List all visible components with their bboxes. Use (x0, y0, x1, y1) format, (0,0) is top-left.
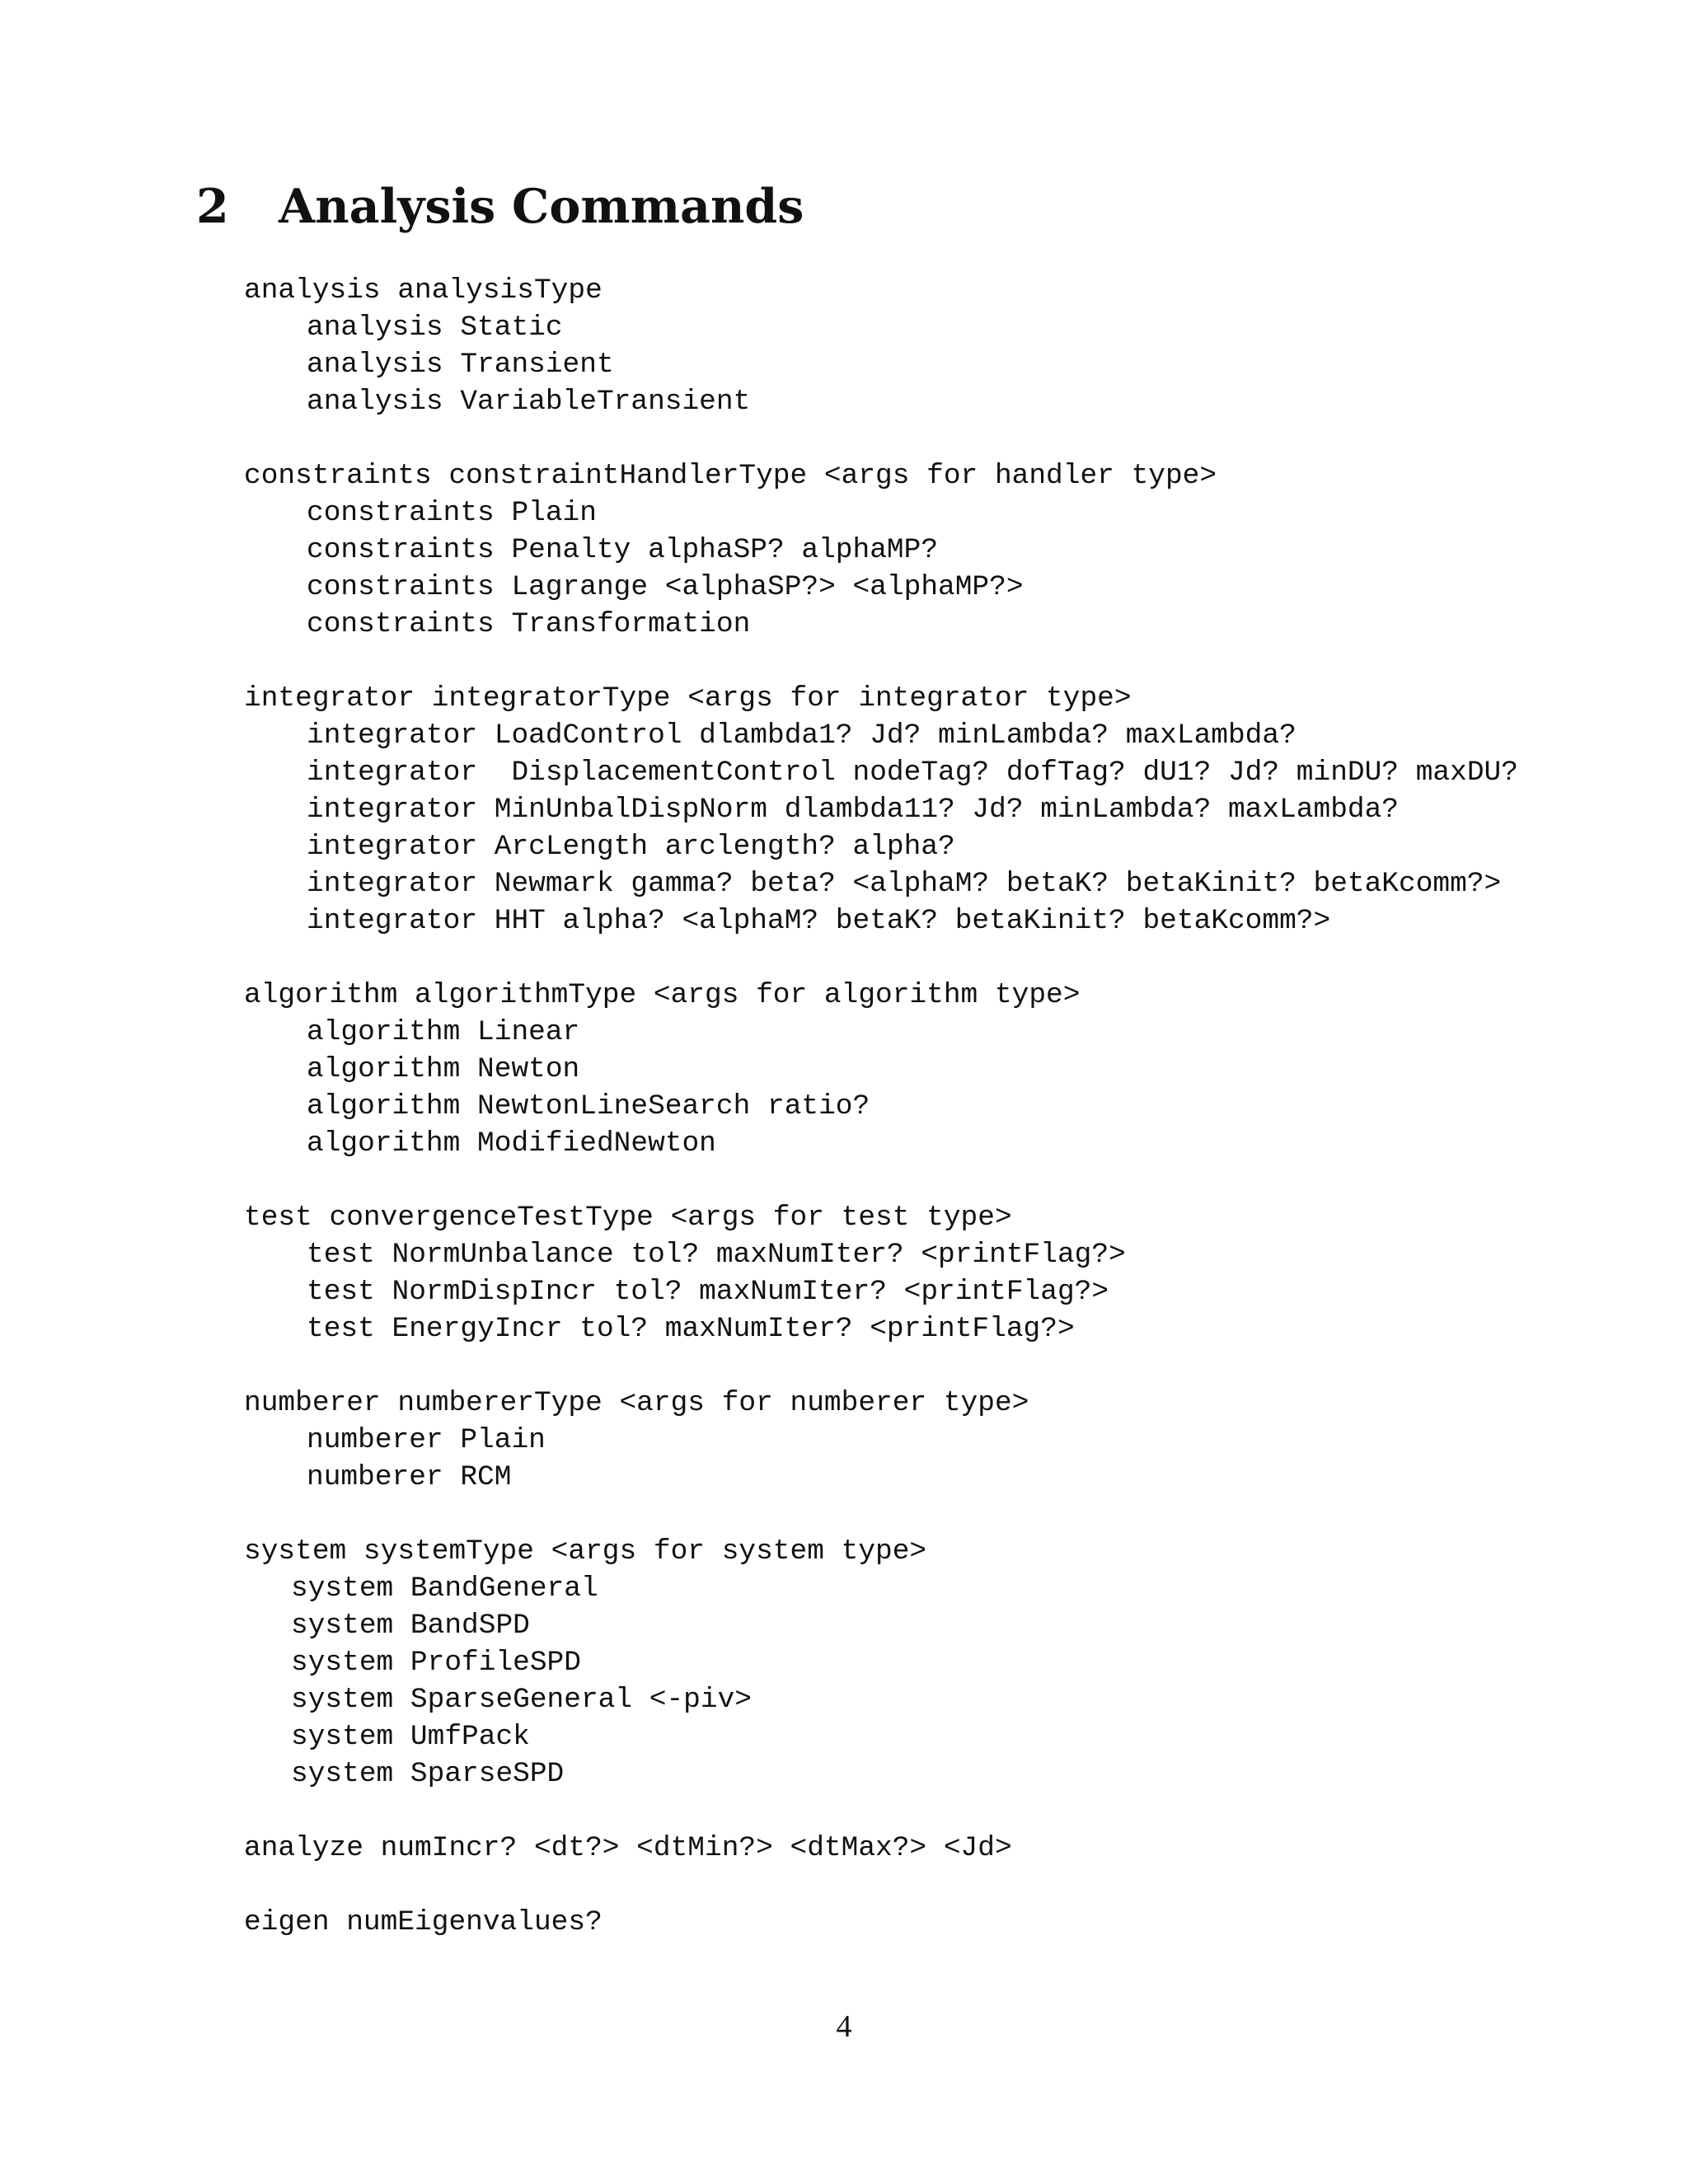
command-syntax-line: eigen numEigenvalues? (244, 1906, 603, 1938)
command-syntax-line: integrator integratorType <args for integrator type> (244, 682, 1132, 715)
command-variant-line: system UmfPack (291, 1721, 530, 1753)
command-group (244, 457, 1518, 643)
command-variant-line: test NormUnbalance tol? maxNumIter? <printFlag?> (307, 1239, 1126, 1271)
section-title: Analysis Commands (279, 179, 804, 234)
command-variant-line: test NormDispIncr tol? maxNumIter? <printFlag?> (307, 1276, 1109, 1308)
command-variant-line: system BandGeneral (291, 1572, 598, 1605)
command-variant-line: system SparseSPD (291, 1758, 565, 1790)
command-group (244, 1385, 1518, 1496)
command-syntax-line: constraints constraintHandlerType <args for handler type> (244, 460, 1217, 492)
command-variant-line: analysis Transient (307, 349, 614, 381)
command-variant-line: integrator DisplacementControl nodeTag? dofTag? dU1? Jd? minDU? maxDU? (307, 757, 1518, 789)
command-variant-line: algorithm ModifiedNewton (307, 1127, 716, 1160)
command-variant-line: constraints Plain (307, 497, 597, 529)
command-variant-line: analysis VariableTransient (307, 386, 751, 418)
command-variant-line: algorithm Newton (307, 1053, 580, 1085)
command-variant-line: integrator LoadControl dlambda1? Jd? minLambda? maxLambda? (307, 719, 1296, 752)
command-variant-line: constraints Transformation (307, 608, 751, 640)
command-variant-line: test EnergyIncr tol? maxNumIter? <printFlag?> (307, 1313, 1075, 1345)
command-variant-line: constraints Penalty alphaSP? alphaMP? (307, 534, 939, 566)
command-group (244, 272, 1518, 420)
command-variant-line: algorithm NewtonLineSearch ratio? (307, 1090, 870, 1122)
command-group (244, 977, 1518, 1162)
command-syntax-line: test convergenceTestType <args for test type> (244, 1202, 1012, 1234)
command-group (244, 1533, 1518, 1793)
command-variant-line: analysis Static (307, 312, 563, 344)
command-group (244, 1830, 1518, 1867)
command-syntax-line: system systemType <args for system type> (244, 1535, 927, 1568)
command-variant-line: integrator Newmark gamma? beta? <alphaM? betaK? betaKinit? betaKcomm?> (307, 868, 1502, 900)
command-variant-line: system BandSPD (291, 1610, 530, 1642)
command-listing (244, 272, 1518, 1978)
command-group (244, 680, 1518, 940)
command-variant-line: constraints Lagrange <alphaSP?> <alphaMP?> (307, 571, 1024, 603)
command-variant-line: integrator ArcLength arclength? alpha? (307, 831, 955, 863)
command-variant-line: system SparseGeneral <-piv> (291, 1684, 752, 1716)
command-group (244, 1904, 1518, 1941)
command-variant-line: system ProfileSPD (291, 1647, 581, 1679)
command-variant-line: numberer Plain (307, 1424, 546, 1456)
command-syntax-line: analysis analysisType (244, 274, 603, 307)
command-variant-line: integrator HHT alpha? <alphaM? betaK? betaKinit? betaKcomm?> (307, 905, 1331, 937)
page-number: 4 (836, 2009, 852, 2044)
section-number: 2 (196, 179, 229, 234)
command-variant-line: numberer RCM (307, 1461, 512, 1493)
command-variant-line: algorithm Linear (307, 1016, 580, 1048)
command-syntax-line: numberer numbererType <args for numberer type> (244, 1387, 1029, 1419)
command-syntax-line: algorithm algorithmType <args for algorithm type> (244, 979, 1081, 1011)
section-heading (196, 179, 804, 234)
command-group (244, 1199, 1518, 1347)
command-variant-line: integrator MinUnbalDispNorm dlambda11? Jd? minLambda? maxLambda? (307, 794, 1400, 826)
command-syntax-line: analyze numIncr? <dt?> <dtMin?> <dtMax?> <Jd> (244, 1832, 1012, 1864)
